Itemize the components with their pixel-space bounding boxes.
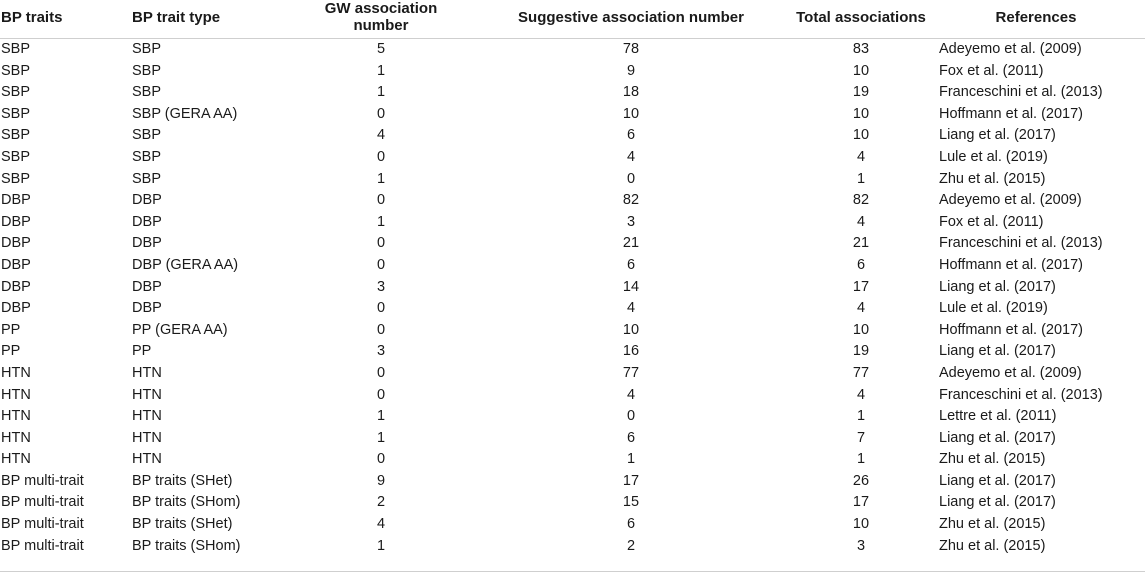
cell-total-associations: 19 <box>852 84 870 101</box>
cell-bp-trait-type: BP traits (SHet) <box>132 516 233 533</box>
header-gw-association-number: GW association number <box>296 0 466 39</box>
cell-suggestive-association-number: 0 <box>626 170 636 187</box>
cell-total-associations: 1 <box>856 451 866 468</box>
cell-total-associations: 10 <box>852 321 870 338</box>
cell-gw-association-number: 0 <box>376 256 386 273</box>
cell-reference: Hoffmann et al. (2017) <box>939 105 1084 122</box>
cell-suggestive-association-number: 10 <box>622 321 640 338</box>
cell-reference: Liang et al. (2017) <box>939 429 1056 446</box>
cell-bp-trait: BP multi-trait <box>1 494 84 511</box>
cell-gw-association-number: 3 <box>376 343 386 360</box>
cell-bp-trait-type: DBP <box>132 213 162 230</box>
cell-total-associations: 19 <box>852 343 870 360</box>
cell-bp-trait: DBP <box>1 278 31 295</box>
cell-suggestive-association-number: 2 <box>626 537 636 554</box>
cell-reference: Zhu et al. (2015) <box>939 516 1046 533</box>
cell-bp-trait-type: SBP <box>132 170 162 187</box>
cell-total-associations: 4 <box>856 300 866 317</box>
cell-bp-trait-type: DBP (GERA AA) <box>132 256 239 273</box>
cell-gw-association-number: 1 <box>376 537 386 554</box>
cell-bp-trait-type: PP (GERA AA) <box>132 321 228 338</box>
table-row <box>0 82 1145 104</box>
cell-gw-association-number: 0 <box>376 364 386 381</box>
cell-reference: Franceschini et al. (2013) <box>939 235 1103 252</box>
cell-reference: Adeyemo et al. (2009) <box>939 41 1082 57</box>
table-row <box>0 298 1145 320</box>
cell-bp-trait: PP <box>1 343 21 360</box>
cell-total-associations: 82 <box>852 192 870 209</box>
cell-bp-trait: DBP <box>1 235 31 252</box>
cell-suggestive-association-number: 77 <box>622 364 640 381</box>
cell-reference: Liang et al. (2017) <box>939 494 1056 511</box>
table-body <box>0 39 1145 558</box>
cell-bp-trait: HTN <box>1 386 31 403</box>
cell-gw-association-number: 1 <box>376 429 386 446</box>
header-suggestive-association-number: Suggestive association number <box>466 0 796 39</box>
cell-bp-trait: SBP <box>1 127 31 144</box>
cell-reference: Lule et al. (2019) <box>939 148 1048 165</box>
cell-bp-trait-type: SBP <box>132 148 162 165</box>
cell-total-associations: 7 <box>856 429 866 446</box>
cell-bp-trait: SBP <box>1 41 31 57</box>
cell-bp-trait: BP multi-trait <box>1 472 84 489</box>
cell-bp-trait: HTN <box>1 408 31 425</box>
cell-reference: Fox et al. (2011) <box>939 213 1044 230</box>
cell-reference: Hoffmann et al. (2017) <box>939 321 1084 338</box>
table-row <box>0 169 1145 191</box>
header-bp-traits: BP traits <box>0 0 132 39</box>
table-row <box>0 104 1145 126</box>
cell-gw-association-number: 1 <box>376 170 386 187</box>
table-row <box>0 320 1145 342</box>
table-row <box>0 471 1145 493</box>
cell-bp-trait-type: HTN <box>132 364 162 381</box>
cell-suggestive-association-number: 3 <box>626 213 636 230</box>
table-row <box>0 255 1145 277</box>
table-row <box>0 147 1145 169</box>
cell-gw-association-number: 1 <box>376 62 386 79</box>
cell-bp-trait-type: HTN <box>132 451 162 468</box>
cell-bp-trait: DBP <box>1 256 31 273</box>
cell-reference: Zhu et al. (2015) <box>939 451 1046 468</box>
cell-gw-association-number: 0 <box>376 105 386 122</box>
cell-bp-trait-type: SBP <box>132 84 162 101</box>
cell-gw-association-number: 1 <box>376 84 386 101</box>
cell-total-associations: 10 <box>852 516 870 533</box>
cell-reference: Franceschini et al. (2013) <box>939 84 1103 101</box>
cell-total-associations: 17 <box>852 494 870 511</box>
table-header <box>0 0 1145 39</box>
cell-suggestive-association-number: 18 <box>622 84 640 101</box>
cell-gw-association-number: 5 <box>376 41 386 57</box>
cell-total-associations: 1 <box>856 170 866 187</box>
cell-bp-trait: HTN <box>1 429 31 446</box>
cell-reference: Liang et al. (2017) <box>939 278 1056 295</box>
cell-total-associations: 10 <box>852 62 870 79</box>
cell-reference: Hoffmann et al. (2017) <box>939 256 1084 273</box>
cell-reference: Adeyemo et al. (2009) <box>939 364 1082 381</box>
cell-gw-association-number: 1 <box>376 213 386 230</box>
cell-bp-trait-type: DBP <box>132 192 162 209</box>
cell-gw-association-number: 2 <box>376 494 386 511</box>
cell-suggestive-association-number: 78 <box>622 41 640 57</box>
cell-bp-trait: DBP <box>1 192 31 209</box>
cell-reference: Lettre et al. (2011) <box>939 408 1057 425</box>
table-row <box>0 341 1145 363</box>
cell-reference: Liang et al. (2017) <box>939 343 1056 360</box>
cell-suggestive-association-number: 4 <box>626 300 636 317</box>
cell-bp-trait: HTN <box>1 451 31 468</box>
cell-suggestive-association-number: 10 <box>622 105 640 122</box>
cell-reference: Lule et al. (2019) <box>939 300 1048 317</box>
table-row <box>0 449 1145 471</box>
header-total-associations: Total associations <box>796 0 926 39</box>
cell-reference: Liang et al. (2017) <box>939 127 1056 144</box>
table-row <box>0 212 1145 234</box>
table-row <box>0 406 1145 428</box>
cell-bp-trait: SBP <box>1 62 31 79</box>
cell-suggestive-association-number: 15 <box>622 494 640 511</box>
cell-bp-trait-type: BP traits (SHom) <box>132 494 241 511</box>
cell-suggestive-association-number: 17 <box>622 472 640 489</box>
table-row <box>0 514 1145 536</box>
table-bottom-rule <box>0 571 1145 572</box>
table-row <box>0 492 1145 514</box>
table-row <box>0 385 1145 407</box>
cell-suggestive-association-number: 21 <box>622 235 640 252</box>
cell-gw-association-number: 0 <box>376 300 386 317</box>
cell-total-associations: 26 <box>852 472 870 489</box>
cell-bp-trait: BP multi-trait <box>1 537 84 554</box>
cell-reference: Franceschini et al. (2013) <box>939 386 1103 403</box>
cell-suggestive-association-number: 4 <box>626 386 636 403</box>
cell-gw-association-number: 0 <box>376 386 386 403</box>
cell-total-associations: 17 <box>852 278 870 295</box>
cell-gw-association-number: 4 <box>376 516 386 533</box>
cell-bp-trait-type: SBP <box>132 41 162 57</box>
cell-total-associations: 4 <box>856 386 866 403</box>
cell-reference: Fox et al. (2011) <box>939 62 1044 79</box>
cell-reference: Zhu et al. (2015) <box>939 170 1046 187</box>
cell-suggestive-association-number: 0 <box>626 408 636 425</box>
header-references: References <box>926 0 1145 39</box>
cell-gw-association-number: 0 <box>376 192 386 209</box>
header-bp-trait-type: BP trait type <box>132 0 296 39</box>
cell-bp-trait-type: PP <box>132 343 152 360</box>
table-row <box>0 39 1145 61</box>
cell-bp-trait: SBP <box>1 148 31 165</box>
cell-bp-trait: SBP <box>1 105 31 122</box>
cell-gw-association-number: 4 <box>376 127 386 144</box>
cell-bp-trait-type: HTN <box>132 386 162 403</box>
cell-gw-association-number: 0 <box>376 148 386 165</box>
cell-gw-association-number: 0 <box>376 235 386 252</box>
cell-reference: Liang et al. (2017) <box>939 472 1056 489</box>
table-row <box>0 277 1145 299</box>
cell-suggestive-association-number: 1 <box>626 451 636 468</box>
cell-bp-trait-type: SBP <box>132 127 162 144</box>
cell-bp-trait: BP multi-trait <box>1 516 84 533</box>
cell-suggestive-association-number: 9 <box>626 62 636 79</box>
table-row <box>0 536 1145 558</box>
cell-gw-association-number: 0 <box>376 451 386 468</box>
cell-bp-trait-type: HTN <box>132 429 162 446</box>
cell-gw-association-number: 9 <box>376 472 386 489</box>
cell-bp-trait-type: DBP <box>132 300 162 317</box>
cell-bp-trait: PP <box>1 321 21 338</box>
cell-bp-trait: DBP <box>1 300 31 317</box>
cell-bp-trait: DBP <box>1 213 31 230</box>
cell-total-associations: 77 <box>852 364 870 381</box>
cell-suggestive-association-number: 6 <box>626 516 636 533</box>
cell-suggestive-association-number: 6 <box>626 127 636 144</box>
table-row <box>0 363 1145 385</box>
cell-bp-trait: SBP <box>1 84 31 101</box>
cell-total-associations: 1 <box>856 408 866 425</box>
cell-bp-trait-type: DBP <box>132 278 162 295</box>
cell-bp-trait-type: SBP <box>132 62 162 79</box>
cell-bp-trait-type: DBP <box>132 235 162 252</box>
cell-gw-association-number: 0 <box>376 321 386 338</box>
cell-suggestive-association-number: 82 <box>622 192 640 209</box>
cell-suggestive-association-number: 14 <box>622 278 640 295</box>
table-row <box>0 125 1145 147</box>
cell-reference: Zhu et al. (2015) <box>939 537 1046 554</box>
cell-total-associations: 3 <box>856 537 866 554</box>
cell-total-associations: 6 <box>856 256 866 273</box>
cell-total-associations: 83 <box>852 41 870 57</box>
cell-suggestive-association-number: 6 <box>626 256 636 273</box>
cell-total-associations: 21 <box>852 235 870 252</box>
cell-bp-trait-type: BP traits (SHet) <box>132 472 233 489</box>
cell-suggestive-association-number: 6 <box>626 429 636 446</box>
header-row <box>0 0 1145 39</box>
cell-suggestive-association-number: 4 <box>626 148 636 165</box>
table-row <box>0 428 1145 450</box>
table-row <box>0 233 1145 255</box>
cell-gw-association-number: 1 <box>376 408 386 425</box>
cell-total-associations: 4 <box>856 213 866 230</box>
cell-gw-association-number: 3 <box>376 278 386 295</box>
cell-total-associations: 10 <box>852 105 870 122</box>
cell-bp-trait-type: SBP (GERA AA) <box>132 105 238 122</box>
cell-total-associations: 10 <box>852 127 870 144</box>
cell-bp-trait-type: HTN <box>132 408 162 425</box>
cell-bp-trait: HTN <box>1 364 31 381</box>
table-row <box>0 61 1145 83</box>
cell-reference: Adeyemo et al. (2009) <box>939 192 1082 209</box>
cell-suggestive-association-number: 16 <box>622 343 640 360</box>
cell-bp-trait-type: BP traits (SHom) <box>132 537 241 554</box>
table-row <box>0 190 1145 212</box>
cell-total-associations: 4 <box>856 148 866 165</box>
cell-bp-trait: SBP <box>1 170 31 187</box>
